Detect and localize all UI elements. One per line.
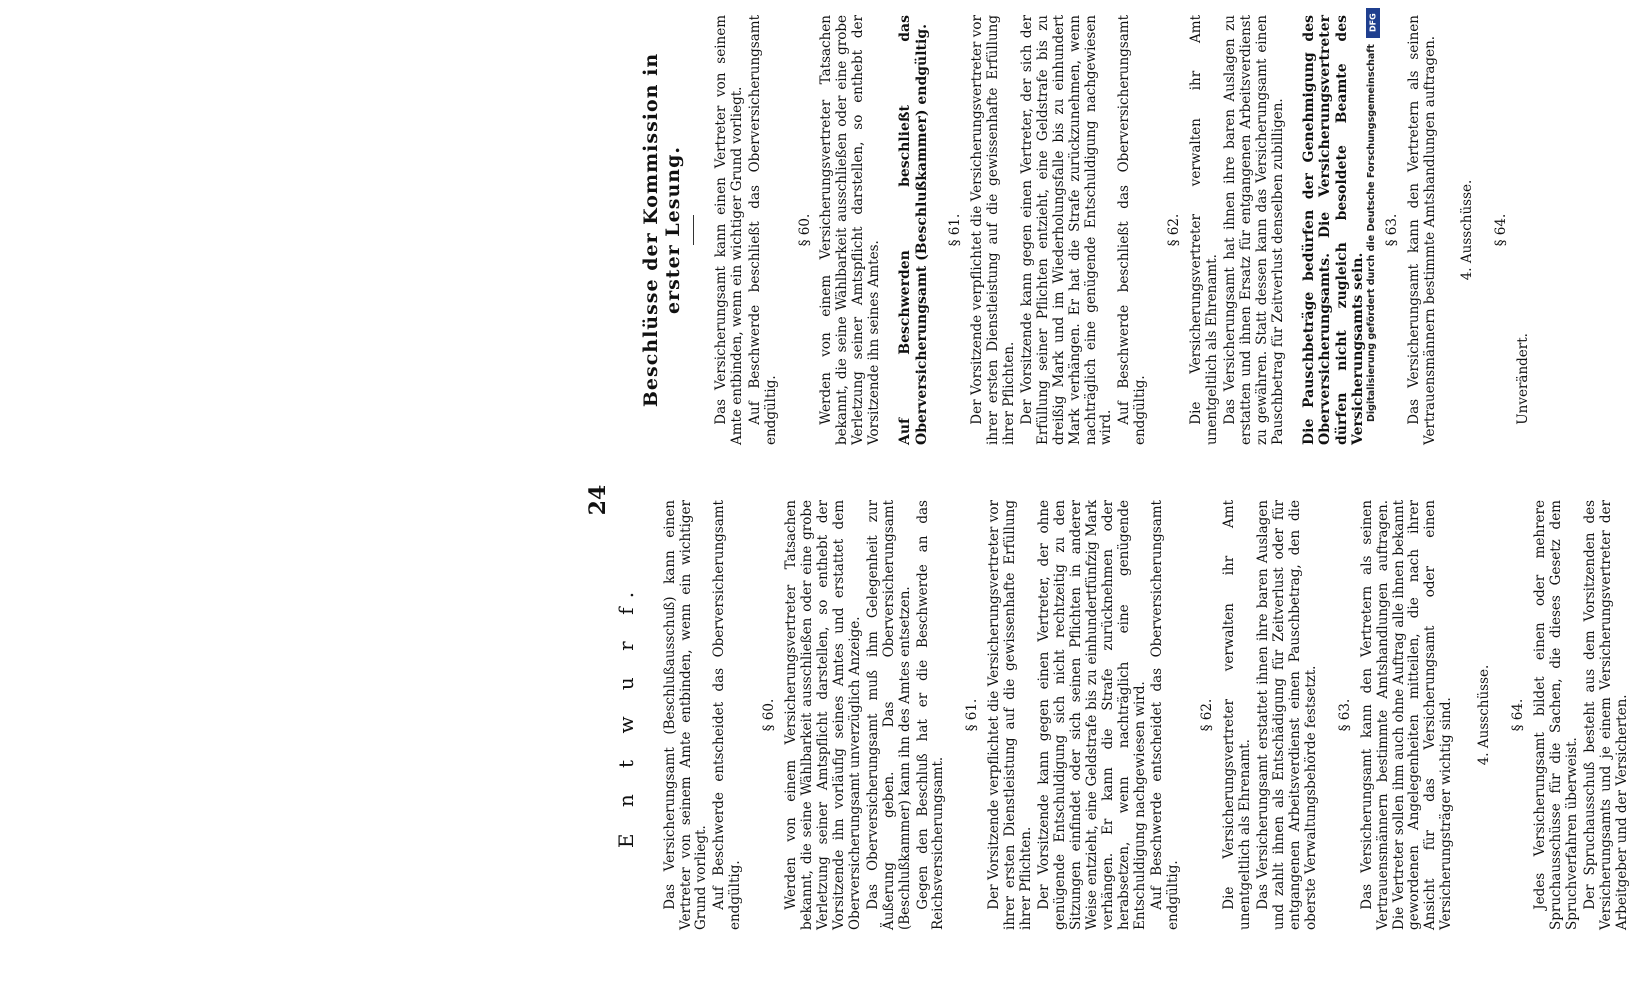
paragraph: Das Versicherungsamt kann einen Vertreter von seinem Amte entbinden, wenn ein wichtiger Grund vorliegt. xyxy=(712,15,745,445)
paragraph: Unverändert. xyxy=(1515,333,1532,425)
paragraph: Die Versicherungsvertreter verwalten ihr Amt unentgeltlich als Ehrenamt. xyxy=(1188,15,1221,445)
title-divider xyxy=(693,215,694,245)
page-number: 24 xyxy=(585,484,611,516)
paragraph: Das Versicherungsamt kann den Vertretern als seinen Vertrauensmännern bestimmte Amtshandlungen auftragen. xyxy=(1405,15,1438,445)
paragraph: Das Versicherungsamt (Beschlußausschuß) kann einen Vertreter von seinem Amte entbinden, wenn ein wichtiger Grund vorliegt. xyxy=(661,500,710,930)
paragraph: Das Oberversicherungsamt muß ihm Gelegenheit zur Äußerung geben. Das Oberversicherungsamt (Beschlußkammer) kann ihn des Amtes entsetzen. xyxy=(864,500,913,930)
section-number: § 61. xyxy=(964,698,981,732)
paragraph: Das Versicherungsamt kann den Vertretern als seinen Vertrauensmännern bestimmte Amtshandlungen auftragen. Die Vertreter sollen ihm auch ohne Auftrag alle ihnen bekannt gewordenen Angelegenheiten mitteilen, die nach ihrer Ansicht für das Versicherungsamt oder einen Versicherungsträger wichtig sind. xyxy=(1358,500,1455,930)
section-number: § 63. xyxy=(1336,698,1353,732)
paragraph: Auf Beschwerde beschließt das Oberversicherungsamt endgültig. xyxy=(1116,15,1149,445)
section-number: § 60. xyxy=(761,698,778,732)
section-number: § 64. xyxy=(1493,213,1510,247)
section-number: § 60. xyxy=(796,213,813,247)
commission-column-title: Beschlüsse der Kommission in erster Lesung. xyxy=(640,52,685,408)
subsection-heading: 4. Ausschüsse. xyxy=(1459,179,1476,281)
dfg-logo: DFG xyxy=(1366,8,1380,38)
section-number: § 62. xyxy=(1199,698,1216,732)
paragraph: Das Versicherungsamt hat ihnen ihre baren Auslagen zu erstatten und ihnen Ersatz für entgangenen Arbeitsverdienst zu gewähren. Statt dessen kann das Versicherungsamt einen Pauschbetrag für Zeitverlust denselben zubilligen. xyxy=(1221,15,1286,445)
paragraph: Auf Beschwerde beschließt das Oberversicherungsamt endgültig. xyxy=(746,15,779,445)
paragraph: Werden von einem Versicherungsvertreter Tatsachen bekannt, die seine Wählbarkeit ausschließen oder eine grobe Verletzung seiner Amtspflicht darstellen, so enthebt der Vorsitzende ihn seines Amtes. xyxy=(818,15,883,445)
paragraph: Der Vorsitzende kann gegen einen Vertreter, der ohne genügende Entschuldigung sich nicht rechtzeitig zu den Sitzungen einfindet oder sich seinen Pflichten in anderer Weise entzieht, eine Geldstrafe bis zu einhundertfünfzig Mark verhängen. Er kann die Strafe zurücknehmen oder herabsetzen, wenn nachträglich eine genügende Entschuldigung nachgewiesen wird. xyxy=(1036,500,1148,930)
subsection-heading: 4. Ausschüsse. xyxy=(1476,664,1493,766)
paragraph: Auf Beschwerde entscheidet das Oberversicherungsamt endgültig. xyxy=(1149,500,1182,930)
draft-column xyxy=(615,500,1633,930)
section-number: § 62. xyxy=(1166,213,1183,247)
section-number: § 64. xyxy=(1510,698,1527,732)
commission-column xyxy=(640,15,1534,445)
digitization-note: Digitalisierung gefördert durch die Deutsche Forschungsgemeinschaft xyxy=(1366,44,1377,422)
amended-paragraph: Auf Beschwerden beschließt das Oberversicherungsamt (Beschlußkammer) endgültig. xyxy=(897,15,930,445)
paragraph: Der Spruchausschuß besteht aus dem Vorsitzenden des Versicherungsamts und je einem Versicherungsvertreter der Arbeitgeber und der Versicherten. xyxy=(1581,500,1630,930)
paragraph: Der Vorsitzende verpflichtet die Versicherungsvertreter vor ihrer ersten Dienstleistung auf die gewissenhafte Erfüllung ihrer Pflichten. xyxy=(986,500,1035,930)
paragraph: Der Vorsitzende verpflichtet die Versicherungsvertreter vor ihrer ersten Dienstleistung auf die gewissenhafte Erfüllung ihrer Pflichten. xyxy=(969,15,1017,445)
paragraph: Die Versicherungsvertreter verwalten ihr Amt unentgeltlich als Ehrenamt. xyxy=(1221,500,1254,930)
paragraph: Jedes Versicherungsamt bildet einen oder mehrere Spruchausschüsse für die Sachen, die dieses Gesetz dem Spruchverfahren überweist. xyxy=(1532,500,1580,930)
section-number: § 63. xyxy=(1383,213,1400,247)
paragraph: Auf Beschwerde entscheidet das Oberversicherungsamt endgültig. xyxy=(711,500,744,930)
draft-column-body xyxy=(663,500,1631,930)
commission-column-body xyxy=(714,15,1532,445)
paragraph: Das Versicherungsamt erstattet ihnen ihre baren Auslagen und zahlt ihnen als Entschädigung für Zeitverlust oder für entgangenen Arbeitsverdienst einen Pauschbetrag, den die oberste Verwaltungsbehörde festsetzt. xyxy=(1255,500,1319,930)
paragraph: Gegen den Beschluß hat er die Beschwerde an das Reichsversicherungsamt. xyxy=(914,500,947,930)
paragraph: Werden von einem Versicherungsvertreter Tatsachen bekannt, die seine Wählbarkeit ausschließen oder eine grobe Verletzung seiner Amtspflicht darstellen, so enthebt der Vorsitzende ihn vorläufig seines Amtes und erstattet dem Oberversicherungsamt unverzüglich Anzeige. xyxy=(783,500,863,930)
draft-column-title: E n t w u r f. xyxy=(614,581,638,849)
amended-paragraph: Die Pauschbeträge bedürfen der Genehmigung des Oberversicherungsamts. Die Versicherungsvertreter dürfen nicht zugleich besoldete Beamte des Versicherungsamts sein. xyxy=(1300,15,1367,445)
dfg-stamp xyxy=(1366,8,1380,988)
paragraph: Der Vorsitzende kann gegen einen Vertreter, der sich der Erfüllung seiner Pflichten entzieht, eine Geldstrafe bis zu dreißig Mark und im Wiederholungsfalle bis zu einhundert Mark verhängen. Er hat die Strafe zurückzunehmen, wenn nachträglich eine genügende Entschuldigung nachgewiesen wird. xyxy=(1018,15,1115,445)
section-number: § 61. xyxy=(947,213,964,247)
